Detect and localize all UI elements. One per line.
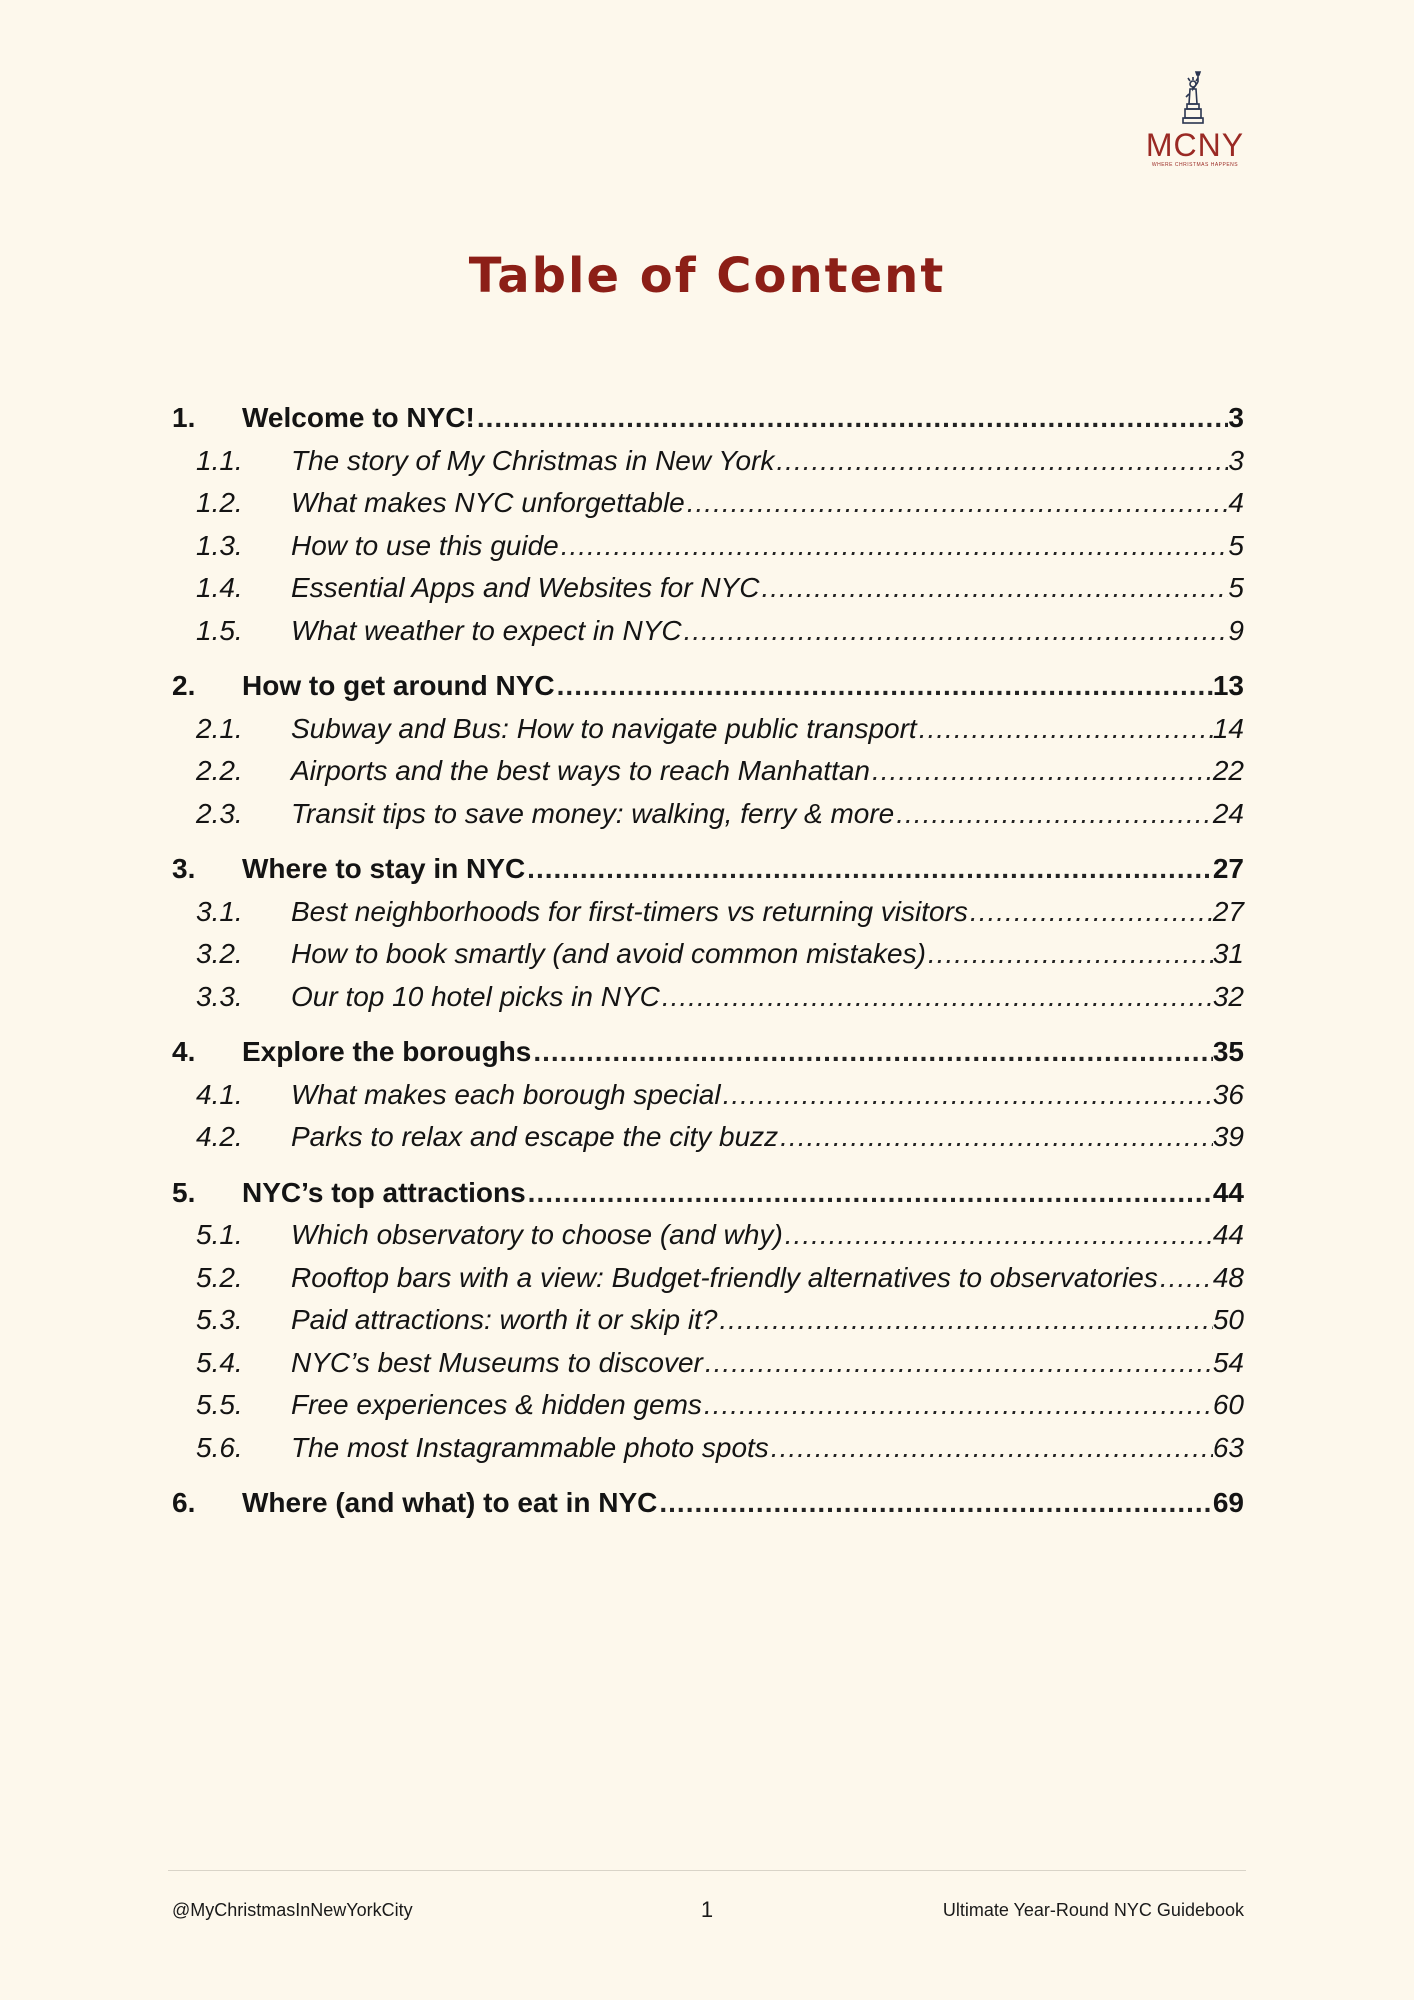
dot-leader — [475, 398, 1229, 438]
dot-leader — [657, 1483, 1212, 1523]
toc-entry-page-number: 5 — [1228, 572, 1244, 603]
dot-leader — [769, 1428, 1213, 1468]
toc-entry-page-number: 32 — [1212, 980, 1244, 1012]
toc-entry-title: Transit tips to save money: walking, ferry & more — [291, 797, 895, 829]
dot-leader — [702, 1385, 1213, 1425]
toc-chapter-entry[interactable] — [172, 398, 1244, 438]
toc-section-entry[interactable] — [172, 1258, 1244, 1298]
toc-entry-number: 1.3. — [196, 529, 243, 561]
toc-entry-page-number: 48 — [1212, 1261, 1244, 1293]
dot-leader — [783, 1215, 1213, 1255]
toc-entry-number: 3. — [172, 853, 196, 884]
toc-chapter-entry[interactable] — [172, 666, 1244, 706]
toc-entry-page-number: 3 — [1228, 444, 1244, 476]
dot-leader — [685, 483, 1229, 523]
toc-entry-page-number: 31 — [1212, 938, 1244, 969]
toc-entry-number: 4.2. — [196, 1121, 243, 1152]
toc-entry-title: NYC’s best Museums to discover — [291, 1346, 703, 1378]
toc-entry-title: How to get around NYC — [242, 670, 555, 701]
toc-entry-title: Airports and the best ways to reach Manhattan — [291, 755, 870, 786]
page-title: Table of Content — [468, 248, 946, 304]
toc-entry-title: The most Instagrammable photo spots — [291, 1431, 769, 1463]
toc-entry-title: How to book smartly (and avoid common mistakes) — [291, 938, 926, 969]
toc-entry-number: 2. — [172, 670, 196, 701]
footer-book-title: Ultimate Year-Round NYC Guidebook — [942, 1900, 1244, 1920]
dot-leader — [1158, 1258, 1213, 1298]
toc-entry-page-number: 27 — [1212, 853, 1244, 884]
toc-entry-number: 2.3. — [196, 797, 243, 829]
toc-section-entry[interactable] — [172, 1343, 1244, 1383]
dot-leader — [894, 794, 1213, 834]
toc-entry-title: Free experiences & hidden gems — [291, 1389, 702, 1420]
toc-entry-title: Paid attractions: worth it or skip it? — [291, 1304, 718, 1335]
dot-leader — [968, 892, 1213, 932]
toc-entry-number: 5.6. — [196, 1431, 243, 1463]
footer-page-number: 1 — [700, 1897, 714, 1922]
toc-entry-title: Where (and what) to eat in NYC — [242, 1487, 658, 1518]
dot-leader — [682, 611, 1229, 651]
footer-social-handle: @MyChristmasInNewYorkCity — [172, 1900, 413, 1920]
toc-entry-page-number: 35 — [1212, 1036, 1244, 1067]
toc-entry-title: What weather to expect in NYC — [291, 614, 682, 646]
statue-of-liberty-icon — [1180, 70, 1210, 126]
logo-tagline: WHERE CHRISTMAS HAPPENS — [1151, 162, 1239, 168]
toc-entry-page-number: 5 — [1228, 529, 1244, 561]
toc-entry-number: 2.2. — [196, 755, 243, 786]
dot-leader — [778, 1117, 1213, 1157]
toc-section-entry[interactable] — [172, 892, 1244, 932]
toc-entry-number: 5.5. — [196, 1389, 243, 1420]
dot-leader — [917, 709, 1213, 749]
toc-entry-number: 1. — [172, 402, 196, 433]
toc-entry-page-number: 36 — [1212, 1078, 1244, 1110]
toc-entry-number: 1.2. — [196, 487, 243, 518]
toc-entry-number: 6. — [172, 1487, 196, 1518]
toc-entry-title: Explore the boroughs — [242, 1036, 532, 1067]
toc-entry-number: 4. — [172, 1036, 196, 1067]
toc-entry-page-number: 14 — [1212, 712, 1244, 744]
footer-divider — [168, 1870, 1246, 1871]
toc-entry-title: How to use this guide — [291, 529, 559, 561]
toc-entry-page-number: 50 — [1212, 1304, 1244, 1335]
dot-leader — [559, 526, 1229, 566]
dot-leader — [721, 1075, 1213, 1115]
toc-chapter-entry[interactable] — [172, 849, 1244, 889]
toc-chapter-entry[interactable] — [172, 1032, 1244, 1072]
toc-entry-page-number: 44 — [1212, 1219, 1244, 1250]
toc-section-entry[interactable] — [172, 1215, 1244, 1255]
dot-leader — [660, 977, 1213, 1017]
toc-entry-number: 5.4. — [196, 1346, 243, 1378]
toc-entry-page-number: 4 — [1228, 487, 1244, 518]
toc-entry-title: NYC’s top attractions — [242, 1176, 526, 1208]
toc-entry-number: 1.4. — [196, 572, 243, 603]
toc-entry-title: Welcome to NYC! — [242, 402, 475, 433]
dot-leader — [759, 568, 1228, 608]
toc-entry-page-number: 60 — [1212, 1389, 1244, 1420]
toc-section-entry[interactable] — [172, 1428, 1244, 1468]
toc-entry-number: 5.1. — [196, 1219, 243, 1250]
toc-section-entry[interactable] — [172, 977, 1244, 1017]
toc-chapter-entry[interactable] — [172, 1483, 1244, 1523]
toc-entry-title: Where to stay in NYC — [242, 853, 526, 884]
toc-section-entry[interactable] — [172, 794, 1244, 834]
toc-entry-page-number: 27 — [1212, 895, 1244, 927]
toc-entry-number: 5.3. — [196, 1304, 243, 1335]
logo-wordmark: MCNY — [1145, 127, 1245, 163]
toc-entry-number: 4.1. — [196, 1078, 243, 1110]
toc-entry-number: 3.2. — [196, 938, 243, 969]
toc-entry-number: 5.2. — [196, 1261, 243, 1293]
toc-entry-number: 2.1. — [196, 712, 243, 744]
mcny-logo — [1140, 70, 1250, 170]
toc-entry-title: Best neighborhoods for first-timers vs returning visitors — [291, 895, 968, 927]
dot-leader — [525, 849, 1213, 889]
toc-entry-page-number: 69 — [1212, 1487, 1244, 1518]
toc-section-entry[interactable] — [172, 441, 1244, 481]
dot-leader — [703, 1343, 1213, 1383]
toc-entry-number: 5. — [172, 1176, 196, 1208]
toc-entry-page-number: 54 — [1212, 1346, 1244, 1378]
toc-entry-page-number: 63 — [1212, 1431, 1244, 1463]
dot-leader — [555, 666, 1213, 706]
toc-entry-number: 3.3. — [196, 980, 243, 1012]
toc-entry-page-number: 9 — [1228, 614, 1244, 646]
toc-entry-page-number: 22 — [1212, 755, 1244, 786]
toc-section-entry[interactable] — [172, 751, 1244, 791]
toc-section-entry[interactable] — [172, 1385, 1244, 1425]
toc-entry-title: Subway and Bus: How to navigate public transport — [291, 712, 917, 744]
toc-section-entry[interactable] — [172, 1117, 1244, 1157]
toc-entry-page-number: 44 — [1212, 1176, 1244, 1208]
toc-entry-title: The story of My Christmas in New York — [291, 444, 775, 476]
toc-entry-page-number: 24 — [1212, 797, 1244, 829]
toc-section-entry[interactable] — [172, 934, 1244, 974]
toc-section-entry[interactable] — [172, 483, 1244, 523]
toc-entry-page-number: 3 — [1228, 402, 1244, 433]
toc-entry-page-number: 39 — [1212, 1121, 1244, 1152]
toc-entry-page-number: 13 — [1212, 670, 1244, 701]
toc-entry-number: 1.1. — [196, 444, 243, 476]
toc-entry-title: Rooftop bars with a view: Budget-friendly alternatives to observatories — [291, 1261, 1158, 1293]
toc-entry-title: Our top 10 hotel picks in NYC — [291, 980, 660, 1012]
toc-section-entry[interactable] — [172, 526, 1244, 566]
toc-entry-title: Essential Apps and Websites for NYC — [291, 572, 760, 603]
toc-section-entry[interactable] — [172, 1075, 1244, 1115]
toc-section-entry[interactable] — [172, 1300, 1244, 1340]
toc-entry-number: 3.1. — [196, 895, 243, 927]
dot-leader — [526, 1173, 1213, 1213]
toc-section-entry[interactable] — [172, 709, 1244, 749]
toc-entry-title: What makes each borough special — [291, 1078, 721, 1110]
dot-leader — [870, 751, 1213, 791]
dot-leader — [926, 934, 1213, 974]
toc-section-entry[interactable] — [172, 568, 1244, 608]
toc-entry-title: What makes NYC unforgettable — [291, 487, 685, 518]
toc-section-entry[interactable] — [172, 611, 1244, 651]
dot-leader — [774, 441, 1228, 481]
toc-entry-number: 1.5. — [196, 614, 243, 646]
dot-leader — [531, 1032, 1212, 1072]
toc-entry-title: Parks to relax and escape the city buzz — [291, 1121, 779, 1152]
dot-leader — [717, 1300, 1212, 1340]
toc-entry-title: Which observatory to choose (and why) — [291, 1219, 783, 1250]
toc-chapter-entry[interactable] — [172, 1173, 1244, 1213]
